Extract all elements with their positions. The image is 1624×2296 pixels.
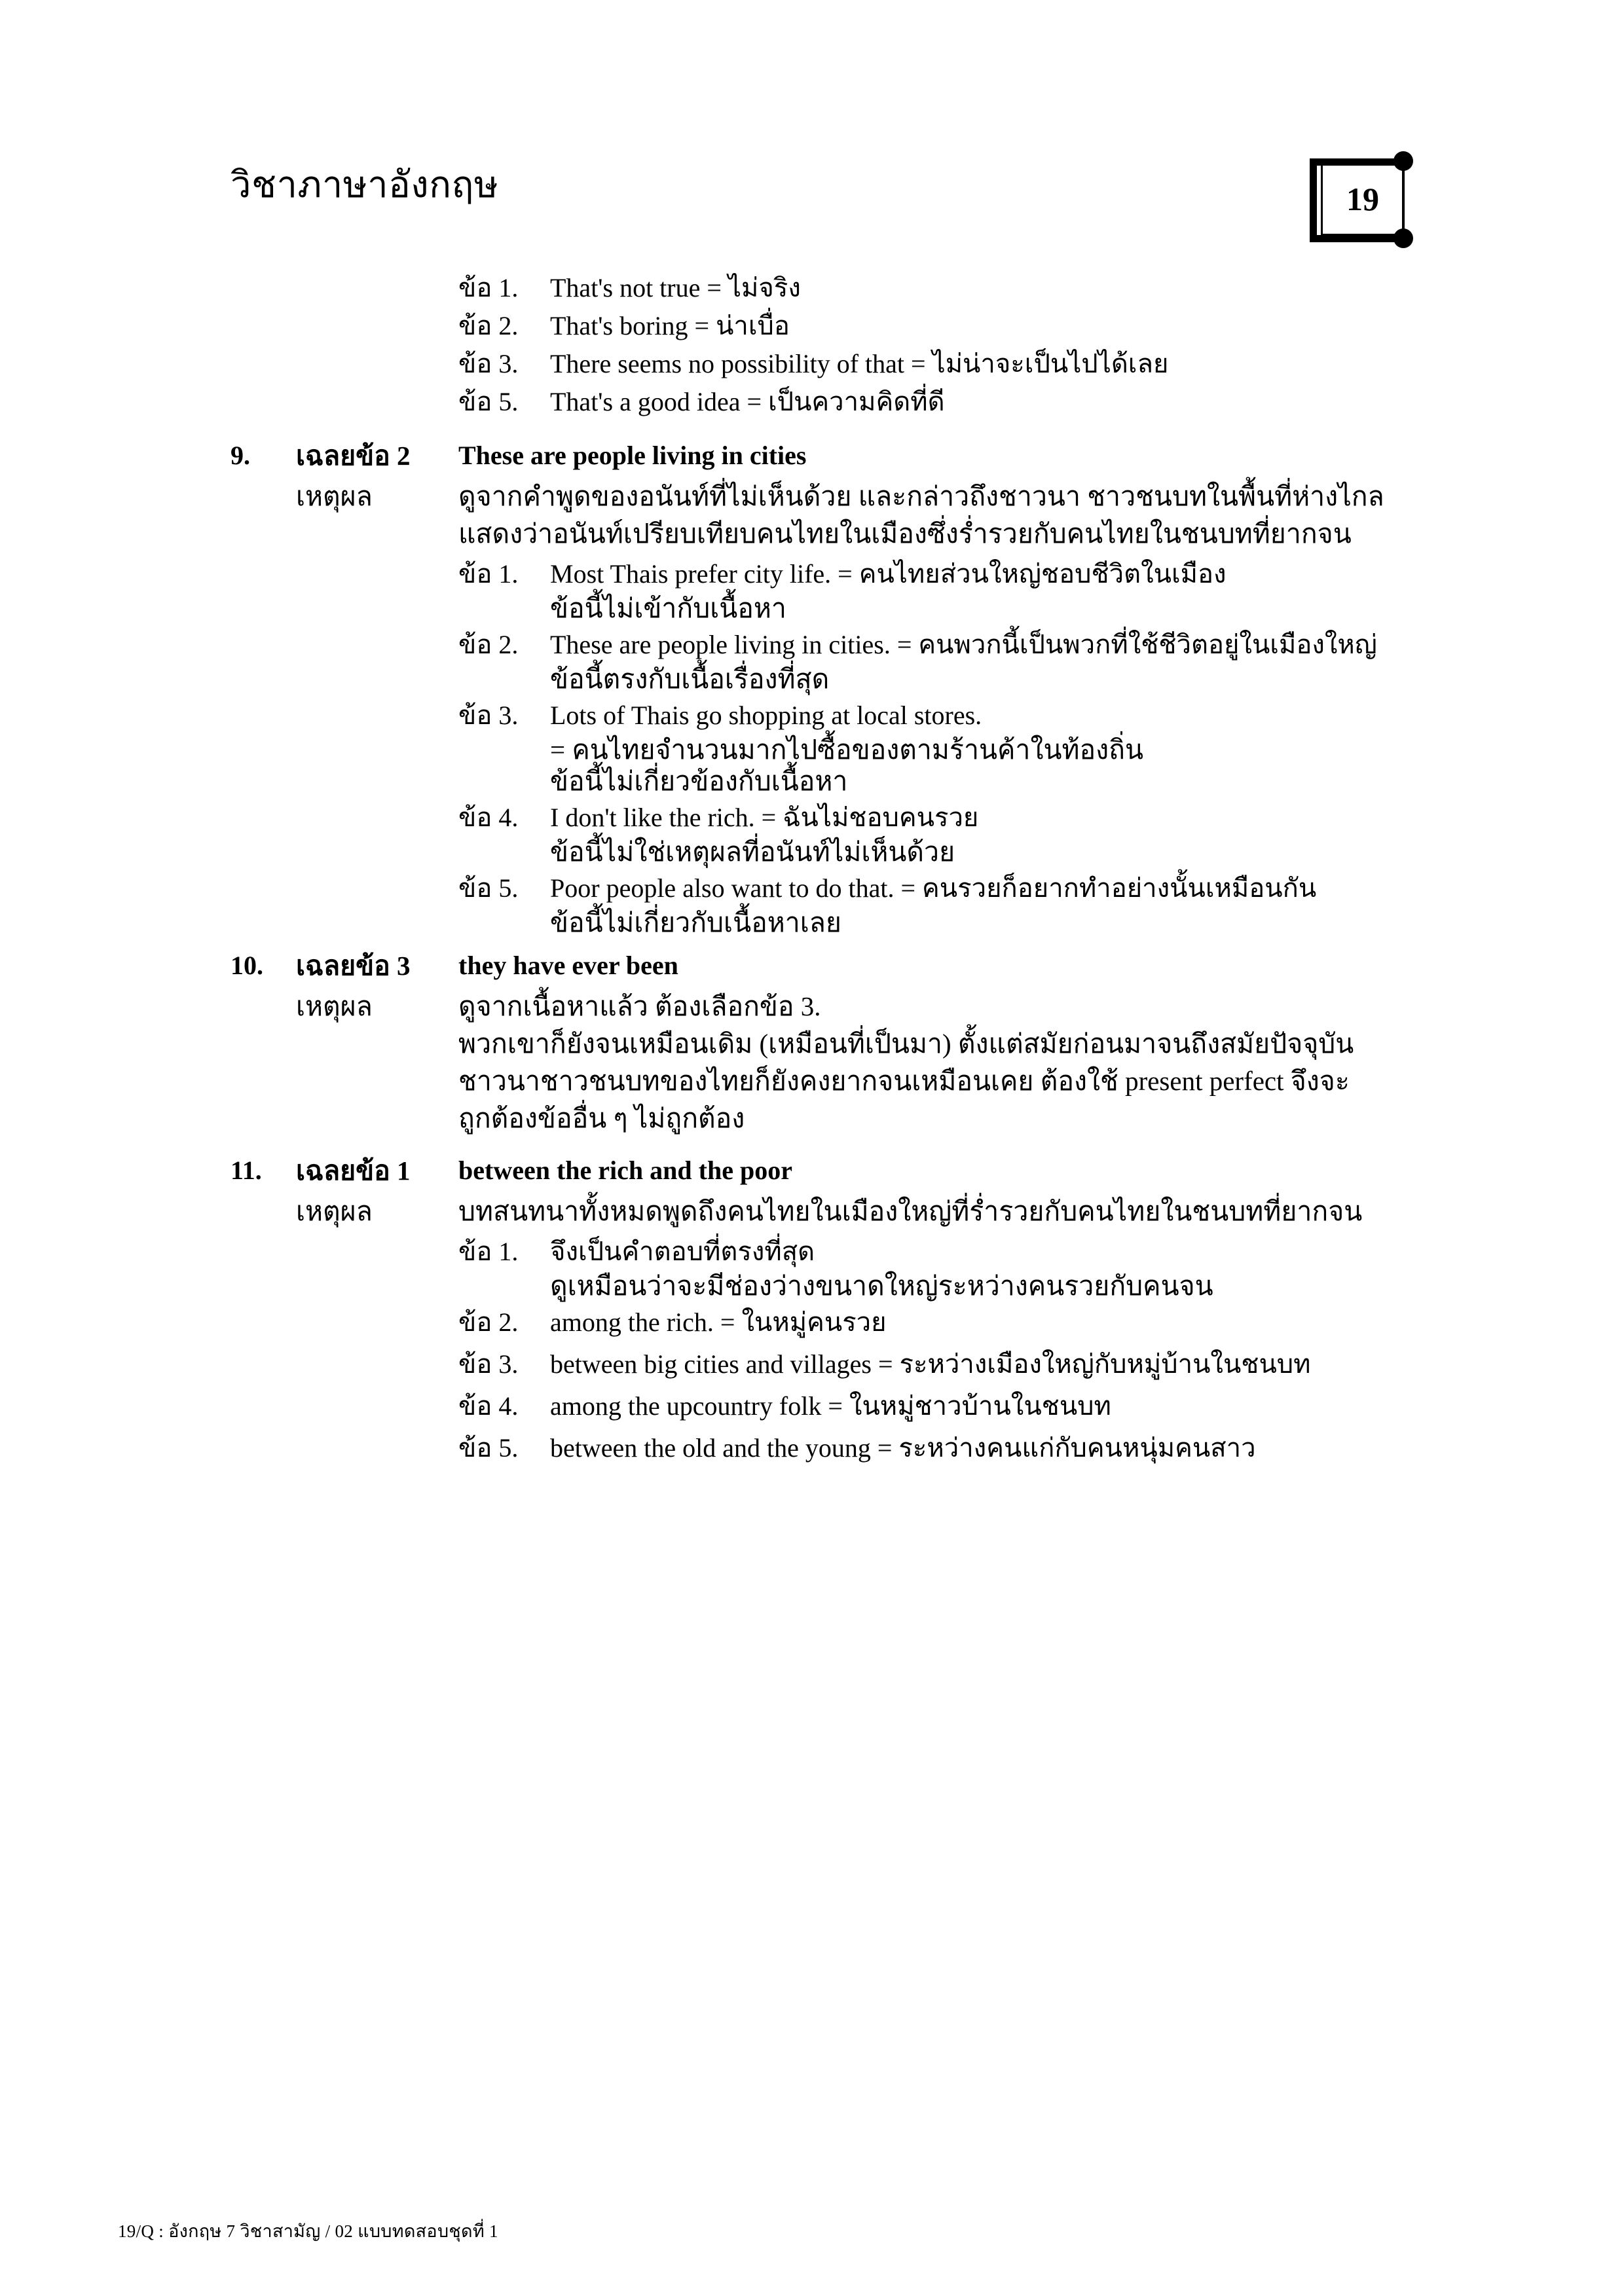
- answer-text: between the rich and the poor: [458, 1156, 792, 1185]
- option-row: [458, 1351, 1311, 1377]
- option-text: among the upcountry folk = ในหมู่ชาวบ้านในชนบท: [550, 1391, 1111, 1421]
- top-option-row: [458, 275, 801, 301]
- option-lead: ข้อ 3.: [458, 1349, 519, 1379]
- reason-line: ดูจากคำพูดของอนันท์ที่ไม่เห็นด้วย และกล่าวถึงชาวนา ชาวชนบทในพื้นที่ห่างไกล: [458, 481, 1384, 511]
- option-lead: ข้อ 5.: [458, 1433, 519, 1463]
- item-number: 10.: [231, 951, 263, 980]
- option-note: ข้อนี้ไม่เข้ากับเนื้อหา: [550, 593, 786, 623]
- option-text: Most Thais prefer city life. = คนไทยส่วนใหญ่ชอบชีวิตในเมือง: [550, 559, 1227, 589]
- option-text: between the old and the young = ระหว่างคนแก่กับคนหนุ่มคนสาว: [550, 1433, 1256, 1463]
- option-row: [458, 632, 1377, 658]
- option-row: [458, 1435, 1256, 1461]
- option-lead: ข้อ 1.: [458, 273, 519, 302]
- reason-line: ชาวนาชาวชนบทของไทยก็ยังคงยากจนเหมือนเคย ต้องใช้ present perfect จึงจะ: [458, 1066, 1350, 1096]
- option-text: I don't like the rich. = ฉันไม่ชอบคนรวย: [550, 803, 979, 832]
- reason-line: พวกเขาก็ยังจนเหมือนเดิม (เหมือนที่เป็นมา) ตั้งแต่สมัยก่อนมาจนถึงสมัยปัจจุบัน: [458, 1029, 1354, 1059]
- option-row: [458, 1239, 815, 1265]
- option-text: Lots of Thais go shopping at local stores.: [550, 701, 982, 730]
- option-text: That's a good idea = เป็นความคิดที่ดี: [550, 387, 945, 416]
- item-number: 11.: [231, 1156, 262, 1185]
- option-row: [458, 1309, 887, 1336]
- option-text: จึงเป็นคำตอบที่ตรงที่สุด: [550, 1237, 815, 1266]
- option-row: [458, 805, 978, 831]
- answer-text: These are people living in cities: [458, 441, 807, 470]
- page-title: วิชาภาษาอังกฤษ: [231, 165, 499, 206]
- answer-text: they have ever been: [458, 951, 678, 980]
- option-text: That's boring = น่าเบื่อ: [550, 311, 790, 340]
- answer-label: เฉลยข้อ 1: [296, 1156, 411, 1186]
- option-note: ข้อนี้ไม่เกี่ยวข้องกับเนื้อหา: [550, 766, 848, 796]
- option-text: That's not true = ไม่จริง: [550, 273, 801, 302]
- page-footer: 19/Q : อังกฤษ 7 วิชาสามัญ / 02 แบบทดสอบชุดที่ 1: [118, 2221, 498, 2241]
- reason-label: เหตุผล: [296, 1196, 373, 1226]
- reason-line: ดูจากเนื้อหาแล้ว ต้องเลือกข้อ 3.: [458, 991, 821, 1021]
- option-row: [458, 1393, 1111, 1419]
- option-text: among the rich. = ในหมู่คนรวย: [550, 1307, 887, 1337]
- reason-line: บทสนทนาทั้งหมดพูดถึงคนไทยในเมืองใหญ่ที่ร่ำรวยกับคนไทยในชนบทที่ยากจน: [458, 1196, 1363, 1226]
- option-lead: ข้อ 5.: [458, 873, 519, 903]
- option-note: ข้อนี้ไม่ใช่เหตุผลที่อนันท์ไม่เห็นด้วย: [550, 837, 955, 867]
- option-row: [458, 702, 982, 729]
- option-lead: ข้อ 5.: [458, 387, 519, 416]
- option-lead: ข้อ 4.: [458, 1391, 519, 1421]
- option-text: There seems no possibility of that = ไม่น่าจะเป็นไปได้เลย: [550, 349, 1169, 378]
- item-number: 9.: [231, 441, 250, 470]
- option-lead: ข้อ 3.: [458, 349, 519, 378]
- answer-label: เฉลยข้อ 2: [296, 441, 411, 471]
- page-number-badge: [1310, 158, 1414, 242]
- option-row: [458, 561, 1227, 587]
- reason-line: แสดงว่าอนันท์เปรียบเทียบคนไทยในเมืองซึ่งร่ำรวยกับคนไทยในชนบทที่ยากจน: [458, 519, 1352, 549]
- reason-label: เหตุผล: [296, 991, 373, 1021]
- option-lead: ข้อ 1.: [458, 1237, 519, 1266]
- badge-left-bar: [1310, 158, 1317, 242]
- option-lead: ข้อ 2.: [458, 311, 519, 340]
- option-row: [458, 875, 1316, 902]
- option-note: ดูเหมือนว่าจะมีช่องว่างขนาดใหญ่ระหว่างคนรวยกับคนจน: [550, 1271, 1213, 1301]
- reason-line: ถูกต้องข้ออื่น ๆ ไม่ถูกต้อง: [458, 1103, 745, 1133]
- top-option-row: [458, 351, 1168, 377]
- answer-label: เฉลยข้อ 3: [296, 951, 411, 981]
- page-number: 19: [1346, 181, 1379, 217]
- badge-bottom-bar: [1315, 235, 1404, 242]
- option-text: between big cities and villages = ระหว่างเมืองใหญ่กับหมู่บ้านในชนบท: [550, 1349, 1311, 1379]
- option-note: ข้อนี้ตรงกับเนื้อเรื่องที่สุด: [550, 664, 830, 694]
- option-lead: ข้อ 4.: [458, 803, 519, 832]
- option-lead: ข้อ 2.: [458, 630, 519, 659]
- option-continuation: = คนไทยจำนวนมากไปซื้อของตามร้านค้าในท้องถิ่น: [550, 735, 1144, 765]
- option-lead: ข้อ 3.: [458, 701, 519, 730]
- option-text: These are people living in cities. = คนพวกนี้เป็นพวกที่ใช้ชีวิตอยู่ในเมืองใหญ่: [550, 630, 1377, 659]
- option-note: ข้อนี้ไม่เกี่ยวกับเนื้อหาเลย: [550, 907, 841, 938]
- reason-label: เหตุผล: [296, 481, 373, 511]
- top-option-row: [458, 389, 945, 415]
- top-option-row: [458, 313, 790, 339]
- option-lead: ข้อ 2.: [458, 1307, 519, 1337]
- option-lead: ข้อ 1.: [458, 559, 519, 589]
- option-text: Poor people also want to do that. = คนรวยก็อยากทำอย่างนั้นเหมือนกัน: [550, 873, 1317, 903]
